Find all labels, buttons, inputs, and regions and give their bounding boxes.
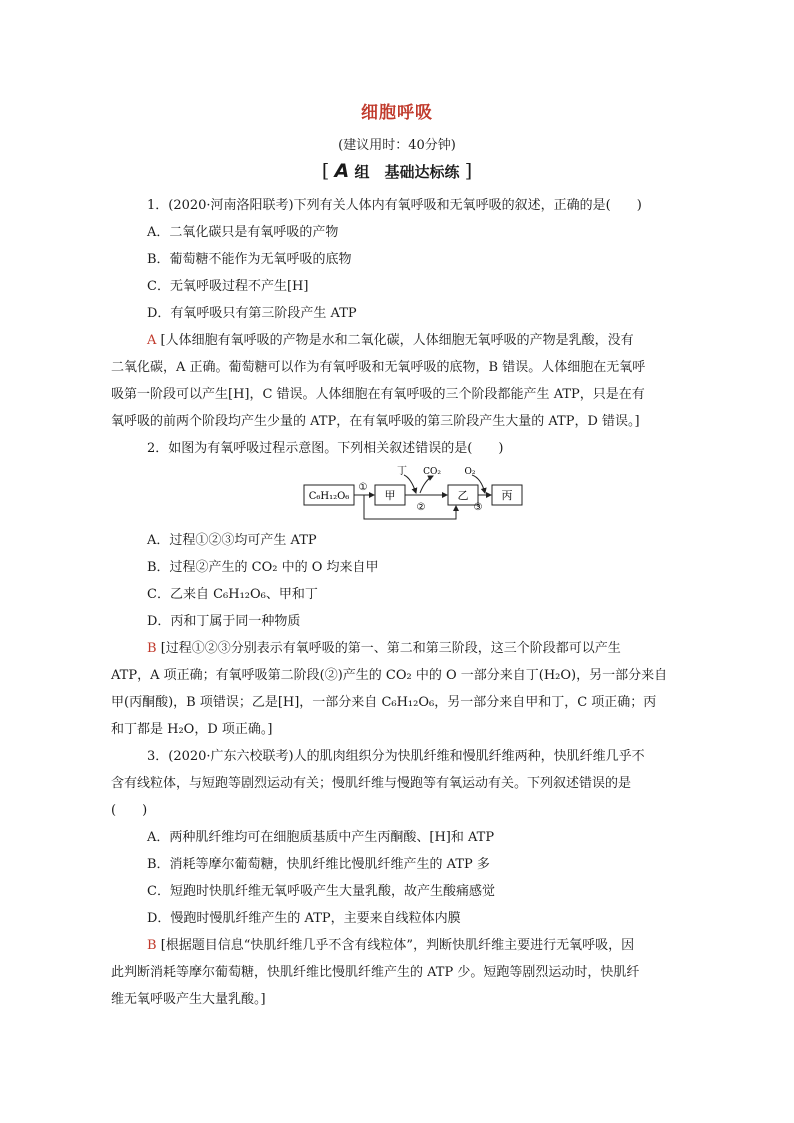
q3-answer: B [147, 938, 157, 953]
co2-label: CO₂ [423, 467, 441, 477]
q3-explanation-line: 此判断消耗等摩尔葡萄糖，快肌纤维比慢肌纤维产生的 ATP 少。短跑等剧烈运动时，快肌纤 [111, 965, 640, 980]
q1-option-a: A．二氧化碳只是有氧呼吸的产物 [147, 225, 339, 240]
q2-explanation-line: 和丁都是 H₂O，D 项正确。] [111, 722, 273, 737]
yi-label: 乙 [457, 489, 469, 502]
q2-option-c: C．乙来自 C₆H₁₂O₆、甲和丁 [147, 587, 318, 602]
q2-option-b: B．过程②产生的 CO₂ 中的 O 均来自甲 [147, 560, 379, 575]
group-bracket-close: ] [464, 160, 473, 182]
group-title: 组 基础达标练 [354, 163, 460, 181]
q1-option-d: D．有氧呼吸只有第三阶段产生 ATP [147, 306, 357, 321]
respiration-diagram [300, 464, 530, 526]
q3-option-c: C．短跑时快肌纤维无氧呼吸产生大量乳酸，故产生酸痛感觉 [147, 884, 495, 899]
step2-label: ② [416, 502, 426, 513]
q3-explanation-line [147, 937, 634, 955]
q2-stem: 2．如图为有氧呼吸过程示意图。下列相关叙述错误的是( ) [147, 441, 504, 456]
page-title: 细胞呼吸 [361, 103, 433, 123]
glucose-to-yi-arrow [364, 495, 456, 519]
group-letter: A [334, 160, 350, 182]
q3-explanation-text: [根据题目信息“快肌纤维几乎不含有线粒体”，判断快肌纤维主要进行无氧呼吸，因 [160, 938, 635, 953]
q3-stem-line: 含有线粒体，与短跑等剧烈运动有关；慢肌纤维与慢跑等有氧运动有关。下列叙述错误的是 [111, 776, 632, 791]
ding-input-arrow [404, 475, 416, 493]
o2-label: O₂ [464, 467, 476, 477]
q3-option-b: B．消耗等摩尔葡萄糖，快肌纤维比慢肌纤维产生的 ATP 多 [147, 857, 490, 872]
glucose-label: C₆H₁₂O₆ [308, 491, 350, 502]
q1-option-b: B．葡萄糖不能作为无氧呼吸的底物 [147, 252, 352, 267]
q3-stem-line: 3．(2020·广东六校联考)人的肌肉组织分为快肌纤维和慢肌纤维两种，快肌纤维几乎不 [147, 749, 645, 764]
ding-label: 丁 [397, 466, 407, 477]
q1-option-c: C．无氧呼吸过程不产生[H] [147, 279, 309, 294]
q2-explanation-line: ATP，A 项正确；有氧呼吸第二阶段(②)产生的 CO₂ 中的 O 一部分来自丁(H₂O)，另一部分来自 [111, 668, 668, 683]
step1-label: ① [358, 482, 368, 493]
group-bracket-open: [ [321, 160, 330, 182]
q2-option-d: D．丙和丁属于同一种物质 [147, 614, 301, 629]
q1-explanation-line: 氧呼吸的前两个阶段均产生少量的 ATP，在有氧呼吸的第三阶段产生大量的 ATP，D 错误。] [111, 414, 640, 429]
q3-stem-line: ( ) [111, 803, 148, 818]
q1-answer: A [147, 333, 157, 348]
bing-label: 丙 [501, 489, 513, 502]
q3-explanation-line: 维无氧呼吸产生大量乳酸。] [111, 992, 266, 1007]
q2-option-a: A．过程①②③均可产生 ATP [147, 533, 317, 548]
co2-output-arrow [420, 476, 433, 493]
q2-answer: B [147, 641, 157, 656]
q2-explanation-text: [过程①②③分别表示有氧呼吸的第一、第二和第三阶段，这三个阶段都可以产生 [160, 641, 621, 656]
q3-option-a: A．两种肌纤维均可在细胞质基质中产生丙酮酸、[H]和 ATP [147, 830, 495, 845]
q1-explanation-text: [人体细胞有氧呼吸的产物是水和二氧化碳，人体细胞无氧呼吸的产物是乳酸，没有 [160, 333, 634, 348]
step3-label: ③ [473, 502, 483, 513]
q1-explanation-line: 二氧化碳，A 正确。葡萄糖可以作为有氧呼吸和无氧呼吸的底物，B 错误。人体细胞在无氧呼 [111, 360, 646, 375]
page-subtitle: (建议用时：40分钟) [338, 138, 456, 153]
jia-label: 甲 [384, 489, 396, 502]
q3-option-d: D．慢跑时慢肌纤维产生的 ATP，主要来自线粒体内膜 [147, 911, 461, 926]
q1-stem: 1．(2020·河南洛阳联考)下列有关人体内有氧呼吸和无氧呼吸的叙述，正确的是( ) [147, 198, 642, 213]
q1-explanation-line: 吸第一阶段可以产生[H]，C 错误。人体细胞在有氧呼吸的三个阶段都能产生 ATP，只是在有 [111, 387, 645, 402]
q2-explanation-line: 甲(丙酮酸)，B 项错误；乙是[H]，一部分来自 C₆H₁₂O₆，另一部分来自甲和丁，C 项正确；丙 [111, 695, 657, 710]
q2-explanation-line [147, 640, 621, 658]
q1-explanation-line [147, 332, 634, 350]
group-heading [0, 160, 794, 182]
